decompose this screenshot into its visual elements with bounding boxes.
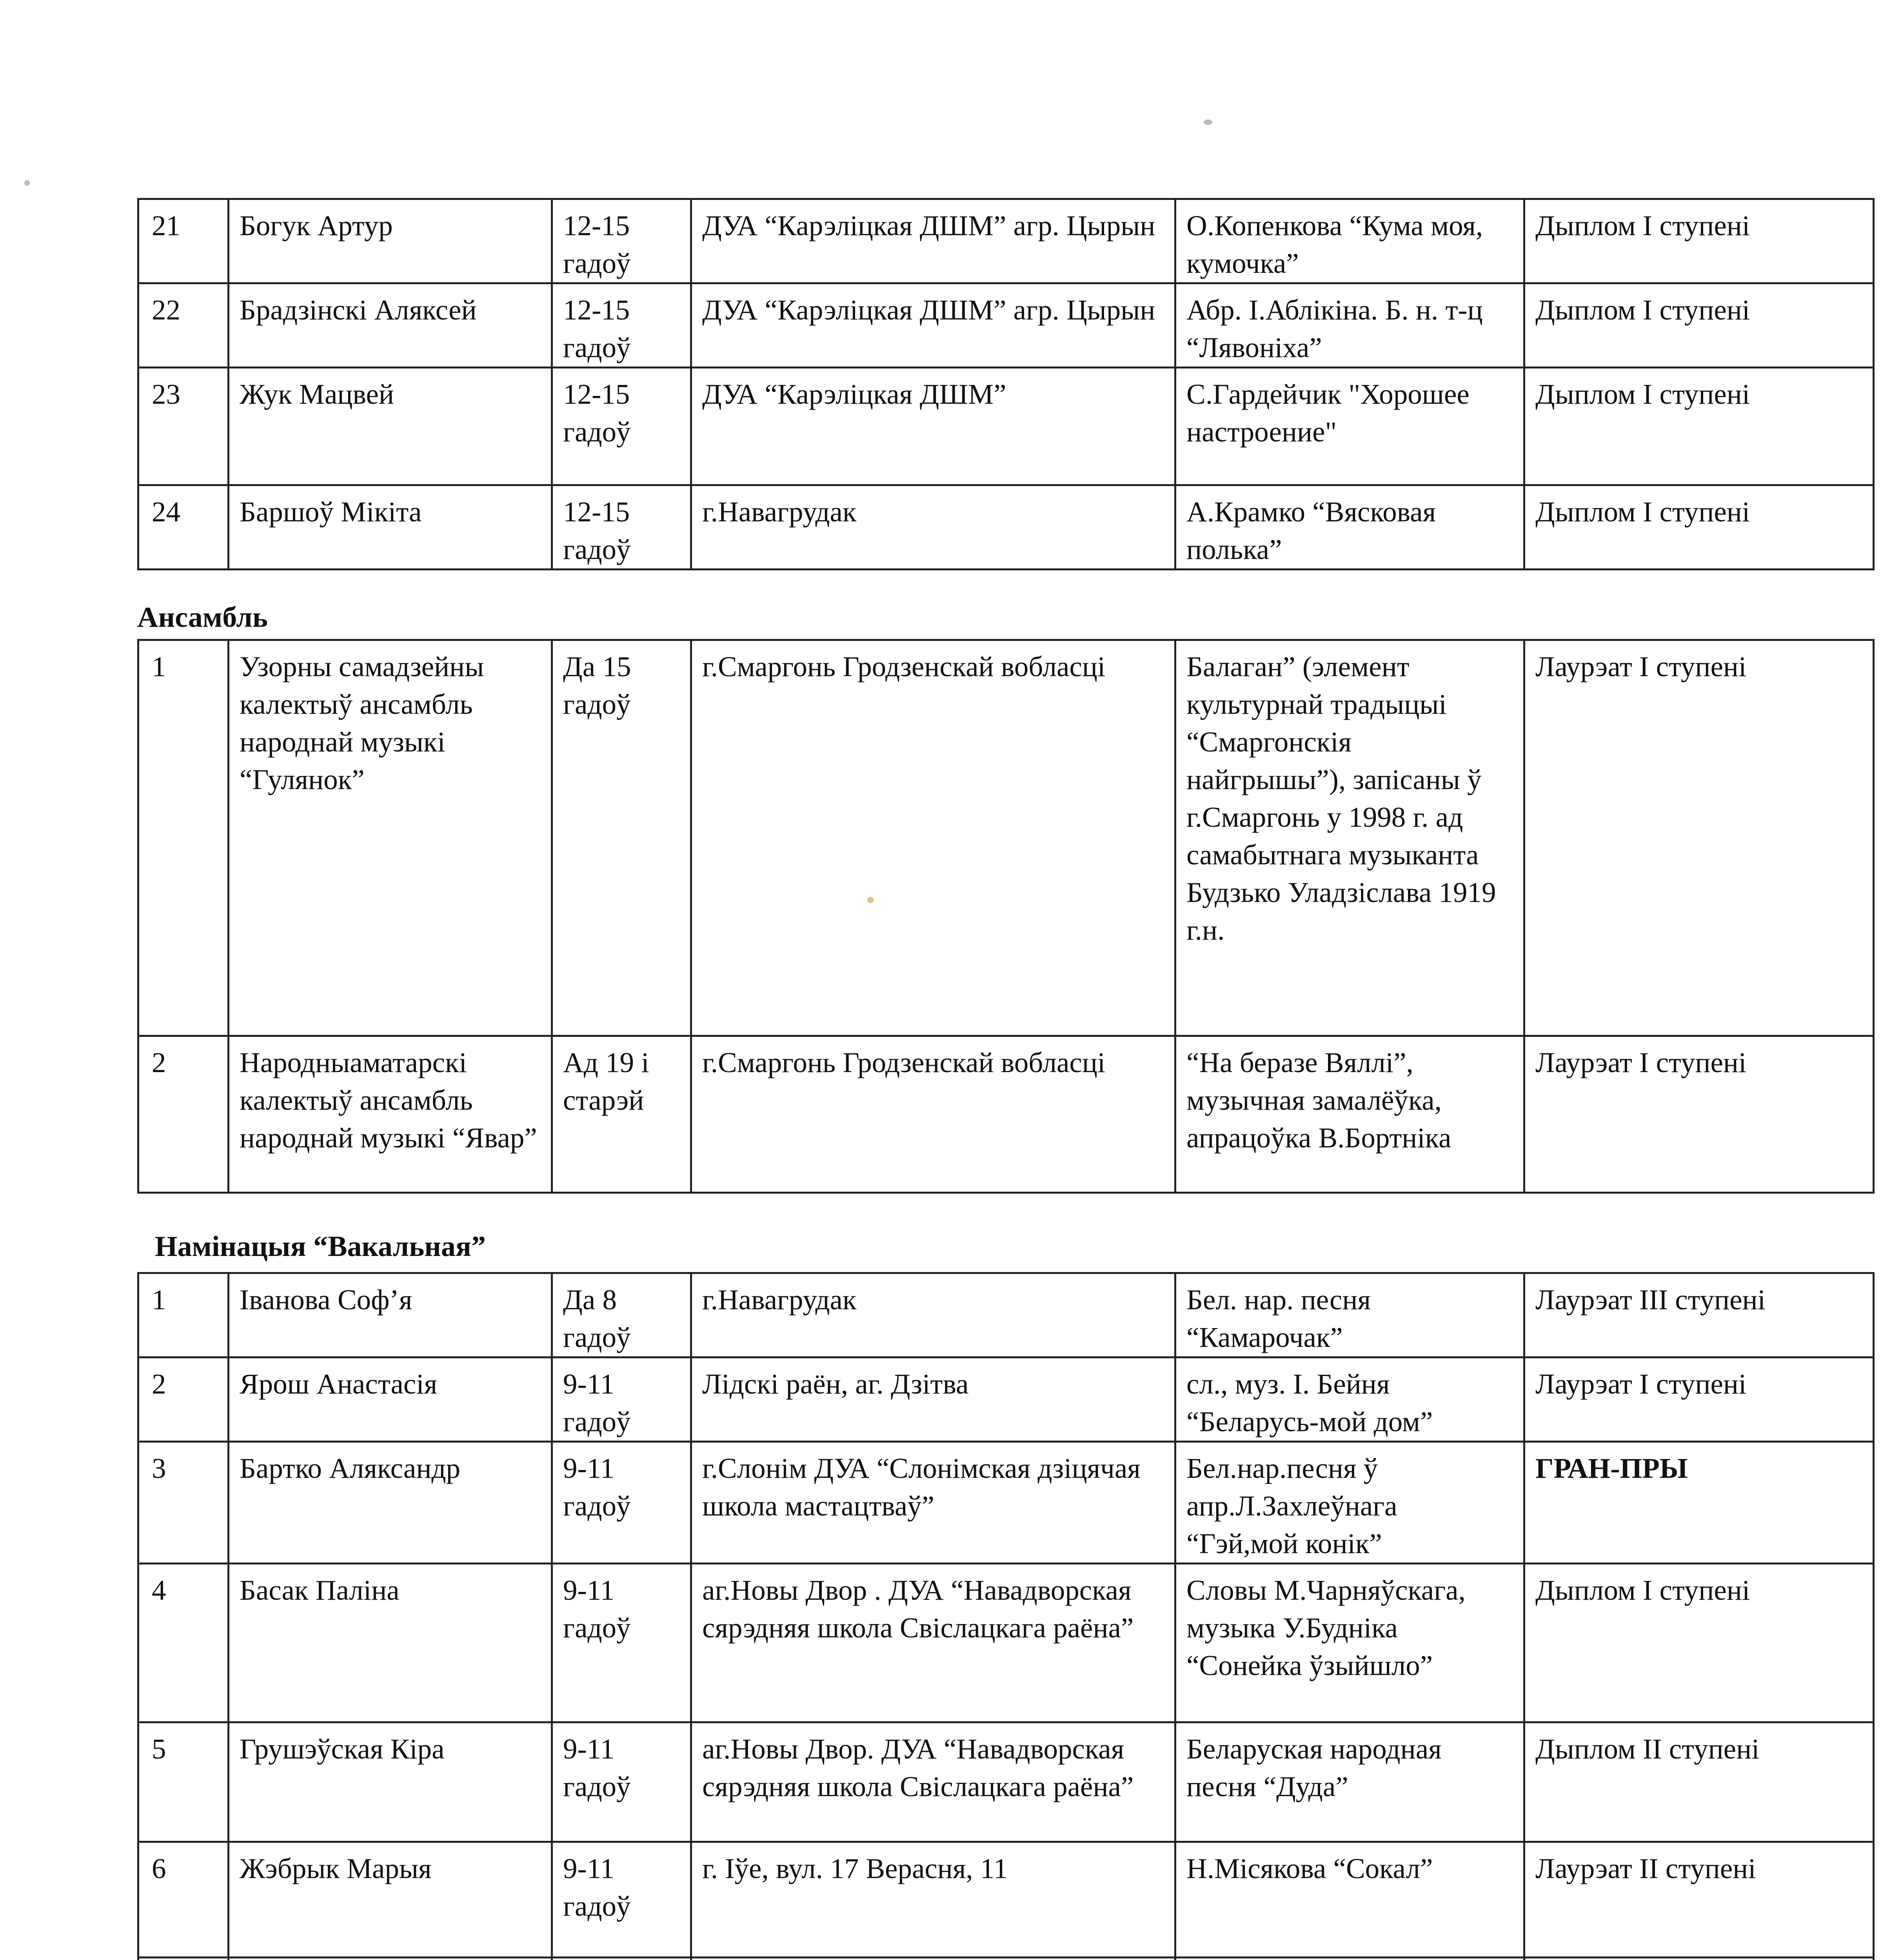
institution: г.Смаргонь Гродзенскай вобласці (691, 1036, 1175, 1193)
participant-name: Ярош Анастасія (229, 1357, 552, 1442)
row-number (138, 1958, 229, 1960)
row-number: 24 (138, 485, 229, 570)
age-group: Ад 19 і старэй (552, 1036, 691, 1193)
award: Дыплом II ступені (1524, 1722, 1874, 1842)
award: Лаурэат II ступені (1524, 1842, 1874, 1958)
participant-name: Баршоў Мікіта (229, 485, 552, 570)
institution: ДУА “Карэліцкая ДШМ” агр. Цырын (691, 199, 1175, 283)
award: Лаурэат I ступені (1524, 1036, 1874, 1193)
repertoire: Абр. І.Аблікіна. Б. н. т-ц “Лявоніха” (1175, 283, 1524, 368)
table-row (138, 1958, 1874, 1960)
participant-name: Жэбрык Марыя (229, 1842, 552, 1958)
participant-name: Народныаматарскі калектыў ансамбль народнай музыкі “Явар” (229, 1036, 552, 1193)
table-row (138, 1273, 1874, 1357)
institution: аг.Новы Двор . ДУА “Навадворская сярэдняя школа Свіслацкага раёна” (691, 1564, 1175, 1722)
participant-name: Бартко Аляксандр (229, 1442, 552, 1564)
scan-speck (1204, 120, 1212, 125)
participant-name: Брадзінскі Аляксей (229, 283, 552, 368)
table-row (138, 283, 1874, 368)
age-group: 12-15 гадоў (552, 283, 691, 368)
section-heading-ensemble: Ансамбль (137, 601, 268, 633)
repertoire: С.Гардейчик "Хорошее настроение" (1175, 368, 1524, 485)
institution: аг.Новы Двор. ДУА “Навадворская сярэдняя школа Свіслацкага раёна” (691, 1722, 1175, 1842)
repertoire: Балаган” (элемент культурнай традыцыі “Смаргонскія найгрышы”), запісаны ў г.Смаргонь у 1998 г. ад самабытнага музыканта Будзько Уладзіслава 1919 г.н. (1175, 640, 1524, 1036)
award: Дыплом I ступені (1524, 485, 1874, 570)
institution: Лідскі раён, аг. Дзітва (691, 1357, 1175, 1442)
row-number: 1 (138, 640, 229, 1036)
table-row (138, 1722, 1874, 1842)
institution: г.Навагрудак (691, 485, 1175, 570)
row-number: 21 (138, 199, 229, 283)
section-heading-vocal: Намінацыя “Вакальная” (155, 1230, 486, 1263)
repertoire: Словы М.Чарняўскага, музыка У.Будніка “Сонейка ўзыйшло” (1175, 1564, 1524, 1722)
row-number: 1 (138, 1273, 229, 1357)
institution: г.Смаргонь Гродзенскай вобласці (691, 640, 1175, 1036)
age-group: 12-15 гадоў (552, 485, 691, 570)
repertoire: Бел.нар.песня ў апр.Л.Захлеўнага “Гэй,мой конік” (1175, 1442, 1524, 1564)
repertoire: Бел. нар. песня “Камарочак” (1175, 1273, 1524, 1357)
age-group: 12-15 гадоў (552, 368, 691, 485)
participant-name: Богук Артур (229, 199, 552, 283)
age-group: 9-11 гадоў (552, 1722, 691, 1842)
age-group: 9-11 гадоў (552, 1442, 691, 1564)
table-row (138, 1442, 1874, 1564)
repertoire: Н.Місякова “Сокал” (1175, 1842, 1524, 1958)
award: Дыплом I ступені (1524, 283, 1874, 368)
age-group: 9-11 гадоў (552, 1357, 691, 1442)
institution: г.Навагрудак (691, 1273, 1175, 1357)
row-number: 23 (138, 368, 229, 485)
repertoire: А.Крамко “Вясковая полька” (1175, 485, 1524, 570)
award: Лаурэат I ступені (1524, 1357, 1874, 1442)
participant-name (229, 1958, 552, 1960)
participant-name: Басак Паліна (229, 1564, 552, 1722)
award: Лаурэат I ступені (1524, 640, 1874, 1036)
institution: ДУА “Карэліцкая ДШМ” (691, 368, 1175, 485)
age-group: Да 15 гадоў (552, 640, 691, 1036)
age-group: 9-11 гадоў (552, 1564, 691, 1722)
results-table-solo (137, 198, 1875, 570)
participant-name: Узорны самадзейны калектыў ансамбль народнай музыкі “Гулянок” (229, 640, 552, 1036)
row-number: 2 (138, 1357, 229, 1442)
award (1524, 1958, 1874, 1960)
row-number: 6 (138, 1842, 229, 1958)
row-number: 3 (138, 1442, 229, 1564)
age-group (552, 1958, 691, 1960)
age-group: Да 8 гадоў (552, 1273, 691, 1357)
repertoire (1175, 1958, 1524, 1960)
scan-speck (24, 180, 30, 186)
institution: г. Іўе, вул. 17 Верасня, 11 (691, 1842, 1175, 1958)
institution (691, 1958, 1175, 1960)
award: Дыплом I ступені (1524, 368, 1874, 485)
table-row (138, 640, 1874, 1036)
table-row (138, 1842, 1874, 1958)
row-number: 2 (138, 1036, 229, 1193)
repertoire: “На беразе Вяллі”, музычная замалёўка, апрацоўка В.Бортніка (1175, 1036, 1524, 1193)
row-number: 5 (138, 1722, 229, 1842)
participant-name: Іванова Соф’я (229, 1273, 552, 1357)
award: Дыплом I ступені (1524, 1564, 1874, 1722)
row-number: 22 (138, 283, 229, 368)
results-table-vocal (137, 1272, 1875, 1960)
repertoire: Беларуская народная песня “Дуда” (1175, 1722, 1524, 1842)
participant-name: Грушэўская Кіра (229, 1722, 552, 1842)
age-group: 12-15 гадоў (552, 199, 691, 283)
table-row (138, 485, 1874, 570)
award: Лаурэат III ступені (1524, 1273, 1874, 1357)
table-row (138, 199, 1874, 283)
table-row (138, 1036, 1874, 1193)
age-group: 9-11 гадоў (552, 1842, 691, 1958)
institution: г.Слонім ДУА “Слонімская дзіцячая школа мастацтваў” (691, 1442, 1175, 1564)
table-row (138, 368, 1874, 485)
table-row (138, 1357, 1874, 1442)
award: ГРАН-ПРЫ (1524, 1442, 1874, 1564)
award: Дыплом I ступені (1524, 199, 1874, 283)
repertoire: О.Копенкова “Кума моя, кумочка” (1175, 199, 1524, 283)
participant-name: Жук Мацвей (229, 368, 552, 485)
row-number: 4 (138, 1564, 229, 1722)
repertoire: сл., муз. І. Бейня “Беларусь-мой дом” (1175, 1357, 1524, 1442)
table-row (138, 1564, 1874, 1722)
institution: ДУА “Карэліцкая ДШМ” агр. Цырын (691, 283, 1175, 368)
results-table-ensemble (137, 639, 1875, 1194)
